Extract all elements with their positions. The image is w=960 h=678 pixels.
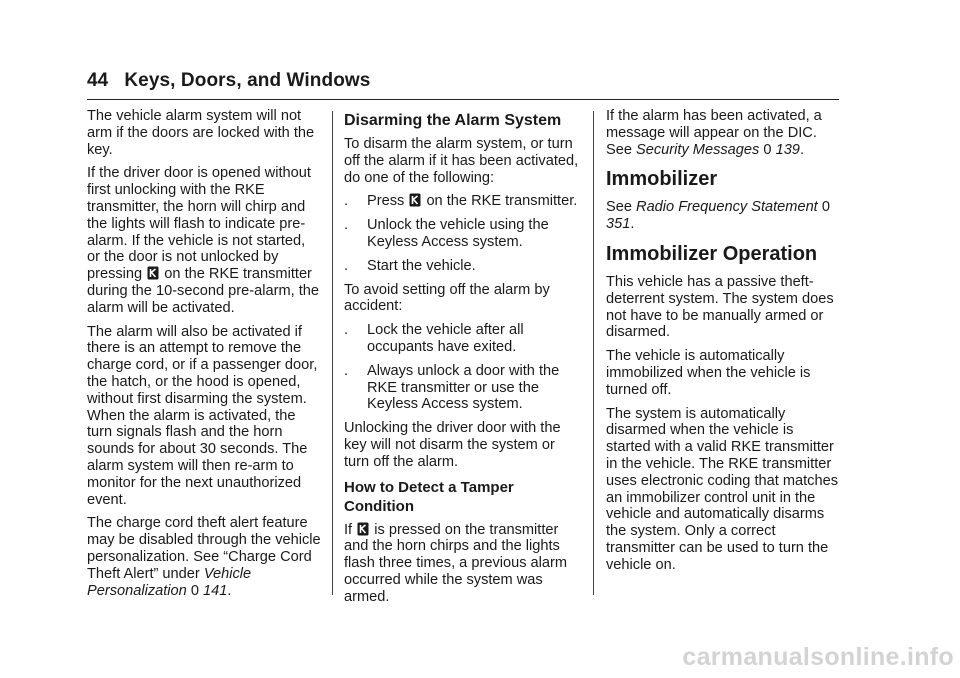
paragraph: The alarm will also be activated if there is an attempt to remove the charge cord, or if a passenger door, the hatch, or the hood is opened, without first disarming the system. When the alarm is activated, the turn signals flash and the horn sounds for about 30 seconds. The alarm system will then re-arm to monitor for the next unauthorized event.	[87, 323, 318, 508]
column-divider-1	[332, 111, 333, 595]
page-ref-arrow: 0	[190, 582, 199, 599]
paragraph: The system is automatically disarmed when the vehicle is started with a valid RKE transmitter in the vehicle. The RKE transmitter uses electronic coding that matches an immobilizer control unit in the vehicle and automatically disarms the system. Only a correct transmitter can be used to turn the vehicle on.	[606, 405, 839, 573]
page-ref[interactable]: 141	[203, 582, 228, 599]
page-ref[interactable]: 351	[606, 216, 631, 233]
paragraph: If is pressed on the transmitter and the horn chirps and the lights flash three times, a previous alarm occurred while the system was armed.	[344, 521, 568, 605]
page-header	[87, 70, 370, 92]
paragraph: The vehicle alarm system will not arm if the doors are locked with the key.	[87, 108, 315, 158]
paragraph: The charge cord theft alert feature may be disabled through the vehicle personalization. See “Charge Cord Theft Alert” under Vehicle Personalization 0 141.	[87, 515, 321, 599]
paragraph: This vehicle has a passive theft-deterrent system. The system does not have to be manually armed or disarmed.	[606, 273, 834, 341]
list-item: . Always unlock a door with the RKE transmitter or use the Keyless Access system.	[344, 362, 560, 413]
column-3	[606, 108, 840, 581]
paragraph: To disarm the alarm system, or turn off the alarm if it has been activated, do one of the following:	[344, 136, 579, 186]
bullet-marker: .	[344, 257, 349, 274]
paragraph: The vehicle is automatically immobilized when the vehicle is turned off.	[606, 348, 811, 398]
list-item: . Unlock the vehicle using the Keyless Access system.	[344, 217, 549, 250]
section-heading: Disarming the Alarm System	[344, 112, 562, 129]
column-1	[87, 108, 322, 606]
column-2	[344, 108, 580, 613]
bullet-marker: .	[344, 322, 349, 339]
paragraph: Unlocking the driver door with the key will not disarm the system or turn off the alarm.	[344, 420, 561, 470]
page-number: 44	[87, 70, 109, 91]
lock-key-icon	[409, 193, 421, 207]
list-item: . Start the vehicle.	[344, 257, 476, 274]
column-divider-2	[593, 111, 594, 595]
page-ref-arrow: 0	[821, 199, 830, 216]
page-ref-arrow: 0	[763, 141, 772, 158]
page-ref[interactable]: 139	[775, 141, 800, 158]
header-rule	[87, 99, 839, 100]
page-title: Keys, Doors, and Windows	[124, 70, 371, 91]
bullet-marker: .	[344, 193, 349, 210]
list-item: . Press on the RKE transmitter.	[344, 193, 578, 210]
paragraph: If the driver door is opened without first unlocking with the RKE transmitter, the horn will chirp and the lights will flash to indicate pre-alarm. If the vehicle is not started, or the door is not unlocked by pressing on the RKE transmitter during the 10-second pre-alarm, the alarm will be activated.	[87, 165, 320, 316]
cross-reference-link[interactable]: Vehicle Personalization	[87, 565, 252, 599]
cross-reference-link[interactable]: Security Messages	[636, 141, 760, 158]
watermark: carmanualsonline.info	[682, 643, 954, 671]
paragraph: To avoid setting off the alarm by accident:	[344, 281, 550, 315]
bullet-marker: .	[344, 362, 349, 379]
paragraph: If the alarm has been activated, a message will appear on the DIC. See Security Messages 0 139.	[606, 108, 822, 158]
list-item: . Lock the vehicle after all occupants have exited.	[344, 322, 524, 355]
paragraph: See Radio Frequency Statement 0 351.	[606, 199, 830, 233]
section-heading: Immobilizer Operation	[606, 242, 818, 265]
cross-reference-link[interactable]: Radio Frequency Statement	[636, 199, 818, 216]
subsection-heading: How to Detect a Tamper Condition	[344, 478, 514, 515]
section-heading: Immobilizer	[606, 168, 718, 191]
lock-key-icon	[357, 522, 369, 536]
lock-key-icon	[147, 266, 159, 280]
bullet-marker: .	[344, 217, 349, 234]
